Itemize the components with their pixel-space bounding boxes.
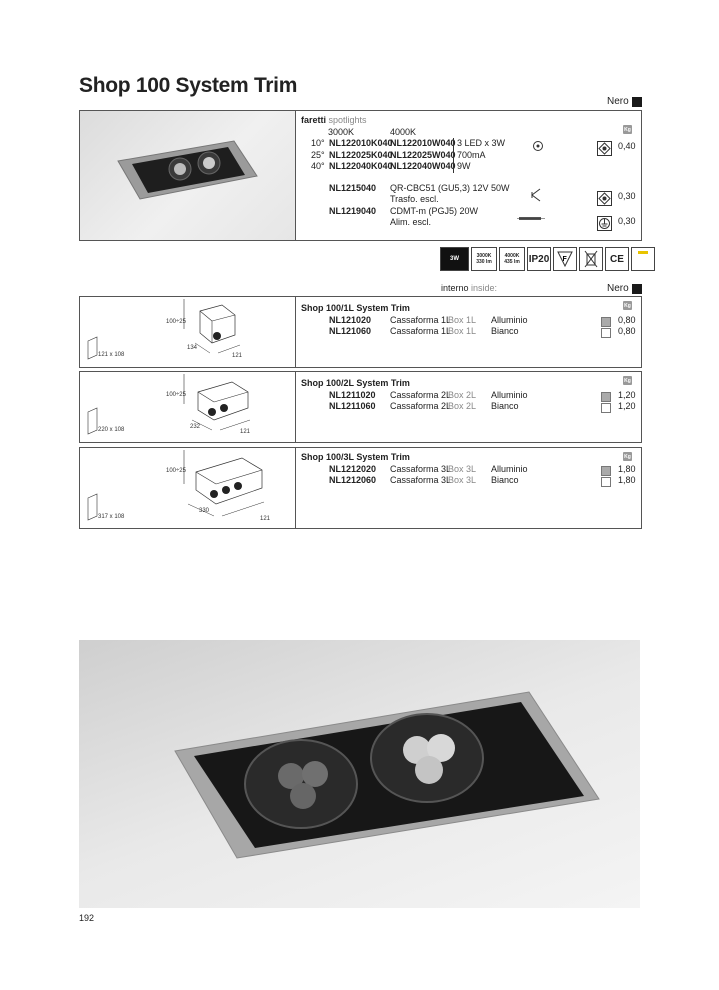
box-code: NL1212060 [329,475,377,485]
box-weight: 0,80 [618,326,636,336]
box-name: Cassaforma 2L [390,389,452,400]
finish-swatch-black [632,284,642,294]
box-name-en: Box 2L [448,401,477,411]
box-code: NL121060 [329,326,372,336]
spotlights-title-grey: spotlights [328,115,367,125]
col-header-4000k: 4000K [390,126,417,137]
box-drawing-3l [80,448,296,528]
spot-row [301,150,631,162]
box-code: NL1212020 [329,463,377,474]
box-weight: 1,20 [618,389,636,400]
kg-label: Kg [624,302,631,309]
box-title: Shop 100/2L System Trim [301,378,410,388]
box-name-en: Box 1L [448,314,477,325]
spotlights-title-bold: faretti [301,115,327,125]
flammable-surface-badge [553,247,577,271]
box-title: Shop 100/1L System Trim [301,303,410,313]
box-name: Cassaforma 3L [390,463,452,474]
spotlight-table [301,115,631,229]
f-mark-icon [556,250,574,268]
beam-angle: 25° [311,149,325,160]
box-3l-table [301,452,636,487]
certification-strip [440,247,655,271]
box-weight: 1,80 [618,475,636,485]
box-name-en: Box 3L [448,463,477,474]
finish-name: Nero [607,283,629,294]
product-photo-large [79,640,640,908]
code-4000k: NL122040W040 [390,161,456,171]
tube-lamp-icon [517,215,545,223]
box-row [301,389,636,402]
box-finish: Bianco [491,401,519,411]
flag-badge [631,247,655,271]
weight-extra: 0,30 [618,191,636,201]
class-insulation-icon [597,141,612,156]
power-badge: 3W [440,247,469,271]
box-row [301,326,636,338]
swatch-white [601,477,611,487]
weee-bin-icon [584,250,598,268]
box-finish: Bianco [491,475,519,485]
box-finish: Alluminio [491,389,528,400]
ce-badge: CE [605,247,629,271]
cutout-dimension: 121 x 108 [98,352,125,358]
swatch-aluminium [601,466,611,476]
code-3000k: NL122025K040 [329,149,393,160]
page-number: 192 [79,913,95,923]
swatch-aluminium [601,392,611,402]
extra-lamp: QR-CBC51 (GU5,3) 12V 50W [390,182,510,193]
swatch-white [601,328,611,338]
spotlight-section [79,110,642,241]
box-name: Cassaforma 2L [390,401,452,411]
beam-angle: 40° [311,161,325,171]
weight-kg-icon [623,452,632,461]
box-row [301,463,636,476]
height-dimension: 100÷25 [166,319,186,325]
cutout-dimension: 317 x 108 [98,514,125,520]
box-code: NL1211020 [329,389,376,400]
dimmable-icon [531,139,545,153]
extra-code: NL1215040 [329,182,377,193]
spec-led: 3 LED x 3W [453,138,505,150]
product-photo-small [80,111,296,240]
flag-stripe-icon [638,251,648,254]
spot-row [301,138,631,150]
spec-power: 9W [453,161,471,173]
weight-extra: 0,30 [618,216,636,226]
code-3000k: NL122010K040 [329,138,393,148]
box-row [301,314,636,327]
kg-label: Kg [624,377,631,384]
box-row [301,401,636,413]
box-drawing-1l [80,297,296,367]
f-mark-letter: F [562,256,567,263]
weight-main: 0,40 [618,141,636,151]
extra-note: Trasfo. escl. [390,194,439,204]
badge-3000k: 3000K [476,253,492,259]
recessed-light-illustration [80,111,295,240]
box-code: NL121020 [329,314,372,325]
height-dimension: 100÷25 [166,468,186,474]
ip20-badge: IP20 [527,247,551,271]
box-section-2l [79,371,642,443]
box-section-3l [79,447,642,529]
box-row [301,475,636,487]
weight-kg-icon [623,376,632,385]
page-title: Shop 100 System Trim [79,74,298,97]
extra-row [301,206,631,218]
col-header-3000k: 3000K [328,126,355,137]
box-title: Shop 100/3L System Trim [301,452,410,462]
finish-name: Nero [607,96,629,107]
box-2l-table [301,378,636,413]
finish-label-top [607,96,642,107]
box-name-en: Box 2L [448,389,477,400]
cutout-dimension: 220 x 108 [98,427,125,433]
earth-ground-icon [597,216,612,231]
badge-330lm: 330 lm [476,259,492,265]
spotlight-lamp-icon [528,188,544,202]
box-weight: 1,20 [618,401,636,411]
box-section-1l [79,296,642,368]
weight-kg-icon [623,301,632,310]
extra-row [301,183,631,195]
height-dimension: 100÷25 [166,392,186,398]
spec-current: 700mA [453,150,486,162]
extra-note: Alim. escl. [390,217,432,227]
width-dimension: 232 [190,424,201,430]
box-weight: 0,80 [618,314,636,325]
swatch-aluminium [601,317,611,327]
color-temp-4000-badge [499,247,525,271]
box-finish: Alluminio [491,463,528,474]
kg-label: Kg [624,126,631,133]
box-1l-table [301,303,636,338]
recessed-light-photo-illustration [79,640,640,908]
box-finish: Bianco [491,326,519,336]
box-weight: 1,80 [618,463,636,474]
inside-label-it: interno [441,283,469,293]
box-name-en: Box 3L [448,475,477,485]
code-4000k: NL122025W040 [390,149,456,160]
width-dimension: 134 [187,345,198,351]
spot-row [301,161,631,173]
color-temp-3000-badge [471,247,497,271]
box-code: NL1211060 [329,401,376,411]
extra-lamp: CDMT-m (PGJ5) 20W [390,205,479,216]
badge-4000k: 4000K [504,253,520,259]
depth-dimension: 121 [232,353,243,359]
box-name: Cassaforma 1L [390,314,452,325]
class-insulation-icon [597,191,612,206]
finish-swatch-black [632,97,642,107]
swatch-white [601,403,611,413]
kg-label: Kg [624,453,631,460]
weight-kg-icon [623,125,632,134]
finish-label-inside [607,283,642,294]
width-dimension: 330 [199,508,210,514]
box-finish: Alluminio [491,314,528,325]
weee-badge [579,247,603,271]
depth-dimension: 121 [260,516,271,522]
inside-label [441,283,497,293]
code-3000k: NL122040K040 [329,161,393,171]
beam-angle: 10° [311,138,325,148]
inside-label-en: inside: [471,283,498,293]
extra-code: NL1219040 [329,205,377,216]
code-4000k: NL122010W040 [390,138,456,148]
box-drawing-2l [80,372,296,442]
box-name: Cassaforma 3L [390,475,452,485]
box-name-en: Box 1L [448,326,477,336]
depth-dimension: 121 [240,429,251,435]
box-name: Cassaforma 1L [390,326,452,336]
badge-435lm: 435 lm [504,259,520,265]
